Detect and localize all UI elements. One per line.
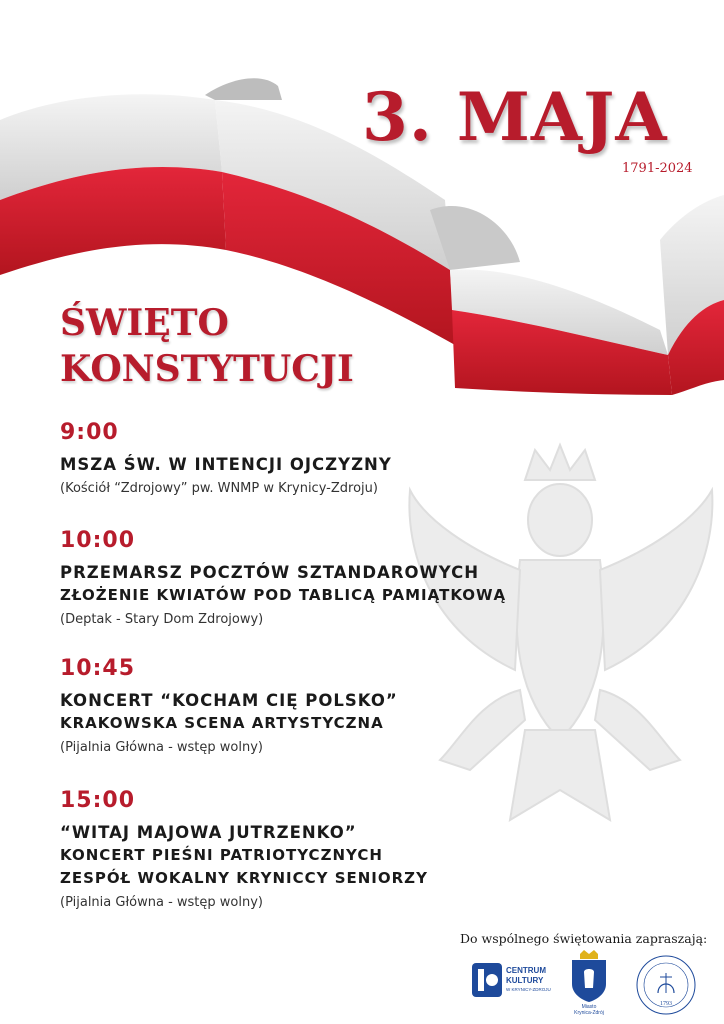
event-title: “WITAJ MAJOWA JUTRZENKO” <box>60 823 357 842</box>
svg-text:Miasto: Miasto <box>581 1004 597 1010</box>
event-place: (Deptak - Stary Dom Zdrojowy) <box>60 612 264 627</box>
white-eagle-watermark-icon <box>400 440 720 860</box>
event-title: KONCERT “KOCHAM CIĘ POLSKO” <box>60 691 398 710</box>
event-subtitle: ZESPÓŁ WOKALNY KRYNICCY SENIORZY <box>60 869 428 887</box>
city-crest-logo <box>566 950 612 1016</box>
event-title: MSZA ŚW. W INTENCJI OJCZYZNY <box>60 455 392 474</box>
main-title: 3. MAJA <box>362 78 668 156</box>
subtitle-line-2: KONSTYTUCJI <box>60 348 354 390</box>
invite-text: Do wspólnego świętowania zapraszają: <box>460 931 708 946</box>
event-subtitle: KRAKOWSKA SCENA ARTYSTYCZNA <box>60 714 384 732</box>
event-item <box>60 656 398 759</box>
subtitle <box>60 300 354 392</box>
svg-text:CENTRUM: CENTRUM <box>506 966 546 975</box>
svg-text:Krynica-Zdrój: Krynica-Zdrój <box>574 1010 604 1016</box>
subtitle-line-1: ŚWIĘTO <box>60 302 229 344</box>
event-title: PRZEMARSZ POCZTÓW SZTANDAROWYCH <box>60 563 480 582</box>
event-time: 10:00 <box>60 528 136 553</box>
event-place: (Pijalnia Główna - wstęp wolny) <box>60 740 263 755</box>
event-subtitle: KONCERT PIEŚNI PATRIOTYCZNYCH <box>60 846 383 864</box>
centrum-kultury-logo <box>470 955 551 1005</box>
svg-text:1793: 1793 <box>660 1001 672 1007</box>
event-time: 10:45 <box>60 656 136 681</box>
years-range: 1791-2024 <box>622 161 693 176</box>
event-time: 9:00 <box>60 420 119 445</box>
event-item <box>60 788 428 914</box>
svg-text:W KRYNICY-ZDROJU: W KRYNICY-ZDROJU <box>506 987 551 992</box>
event-subtitle: ZŁOŻENIE KWIATÓW POD TABLICĄ PAMIĄTKOWĄ <box>60 586 507 604</box>
event-place: (Kościół “Zdrojowy” pw. WNMP w Krynicy-Zdroju) <box>60 481 378 496</box>
event-item <box>60 420 392 500</box>
association-logo <box>634 953 698 1017</box>
svg-text:KULTURY: KULTURY <box>506 976 544 985</box>
event-item <box>60 528 506 631</box>
event-place: (Pijalnia Główna - wstęp wolny) <box>60 895 263 910</box>
event-time: 15:00 <box>60 788 136 813</box>
